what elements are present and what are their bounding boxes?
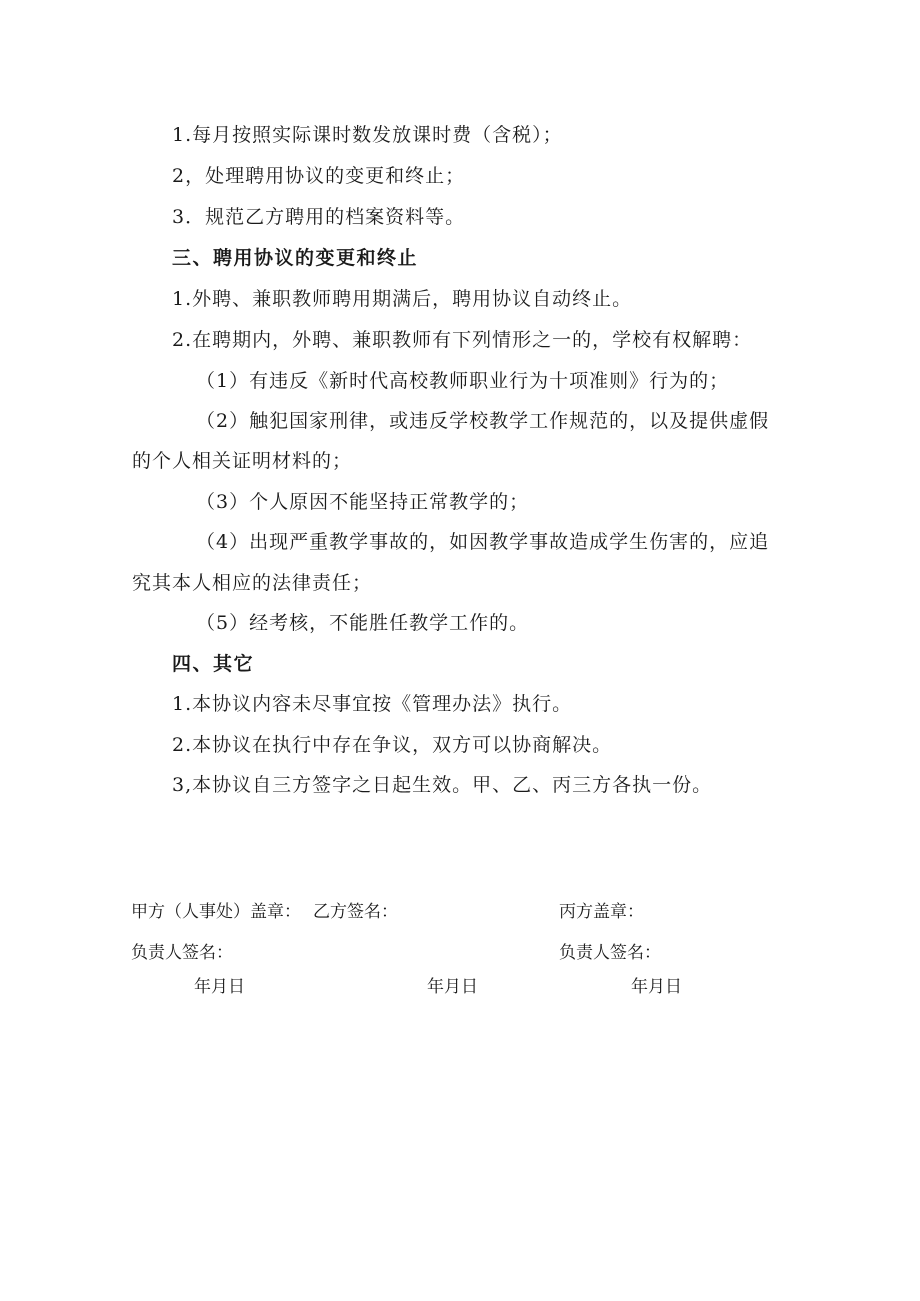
section4-item-2: 2.本协议在执行中存在争议，双方可以协商解决。 — [172, 734, 613, 756]
party-b-sign-label: 乙方签名： — [313, 902, 398, 922]
section4-item-3: 3,本协议自三方签字之日起生效。甲、乙、丙三方各执一份。 — [172, 774, 713, 796]
section4-item-1: 1.本协议内容未尽事宜按《管理办法》执行。 — [172, 693, 573, 715]
party-a-seal-label: 甲方（人事处）盖章： — [131, 902, 301, 922]
section3-sub-5: （5）经考核，不能胜任教学工作的。 — [196, 612, 530, 634]
section3-item-2: 2.在聘期内，外聘、兼职教师有下列情形之一的，学校有权解聘： — [172, 329, 753, 351]
date-party-b: 年月日 — [427, 977, 478, 997]
section3-sub-2-line-1: （2）触犯国家刑律，或违反学校教学工作规范的，以及提供虚假 — [196, 410, 770, 432]
leader-sign-label-left: 负责人签名： — [131, 943, 233, 963]
section2-item-2: 2，处理聘用协议的变更和终止； — [172, 165, 466, 187]
date-party-a: 年月日 — [194, 977, 245, 997]
section3-sub-3: （3）个人原因不能坚持正常教学的； — [196, 491, 530, 513]
section2-item-3: 3．规范乙方聘用的档案资料等。 — [172, 206, 466, 228]
section4-heading: 四、其它 — [172, 653, 255, 675]
section3-sub-4-line-2: 究其本人相应的法律责任； — [132, 572, 373, 594]
section2-item-1: 1.每月按照实际课时数发放课时费（含税）； — [172, 124, 563, 146]
leader-sign-label-right: 负责人签名： — [559, 943, 661, 963]
date-party-c: 年月日 — [631, 977, 682, 997]
section3-item-1: 1.外聘、兼职教师聘用期满后，聘用协议自动终止。 — [172, 288, 633, 310]
section3-sub-2-line-2: 的个人相关证明材料的； — [132, 450, 353, 472]
section3-heading: 三、聘用协议的变更和终止 — [172, 247, 419, 269]
section3-sub-1: （1）有违反《新时代高校教师职业行为十项准则》行为的； — [196, 370, 730, 392]
section3-sub-4-line-1: （4）出现严重教学事故的，如因教学事故造成学生伤害的，应追 — [196, 531, 770, 553]
party-c-seal-label: 丙方盖章： — [559, 902, 644, 922]
